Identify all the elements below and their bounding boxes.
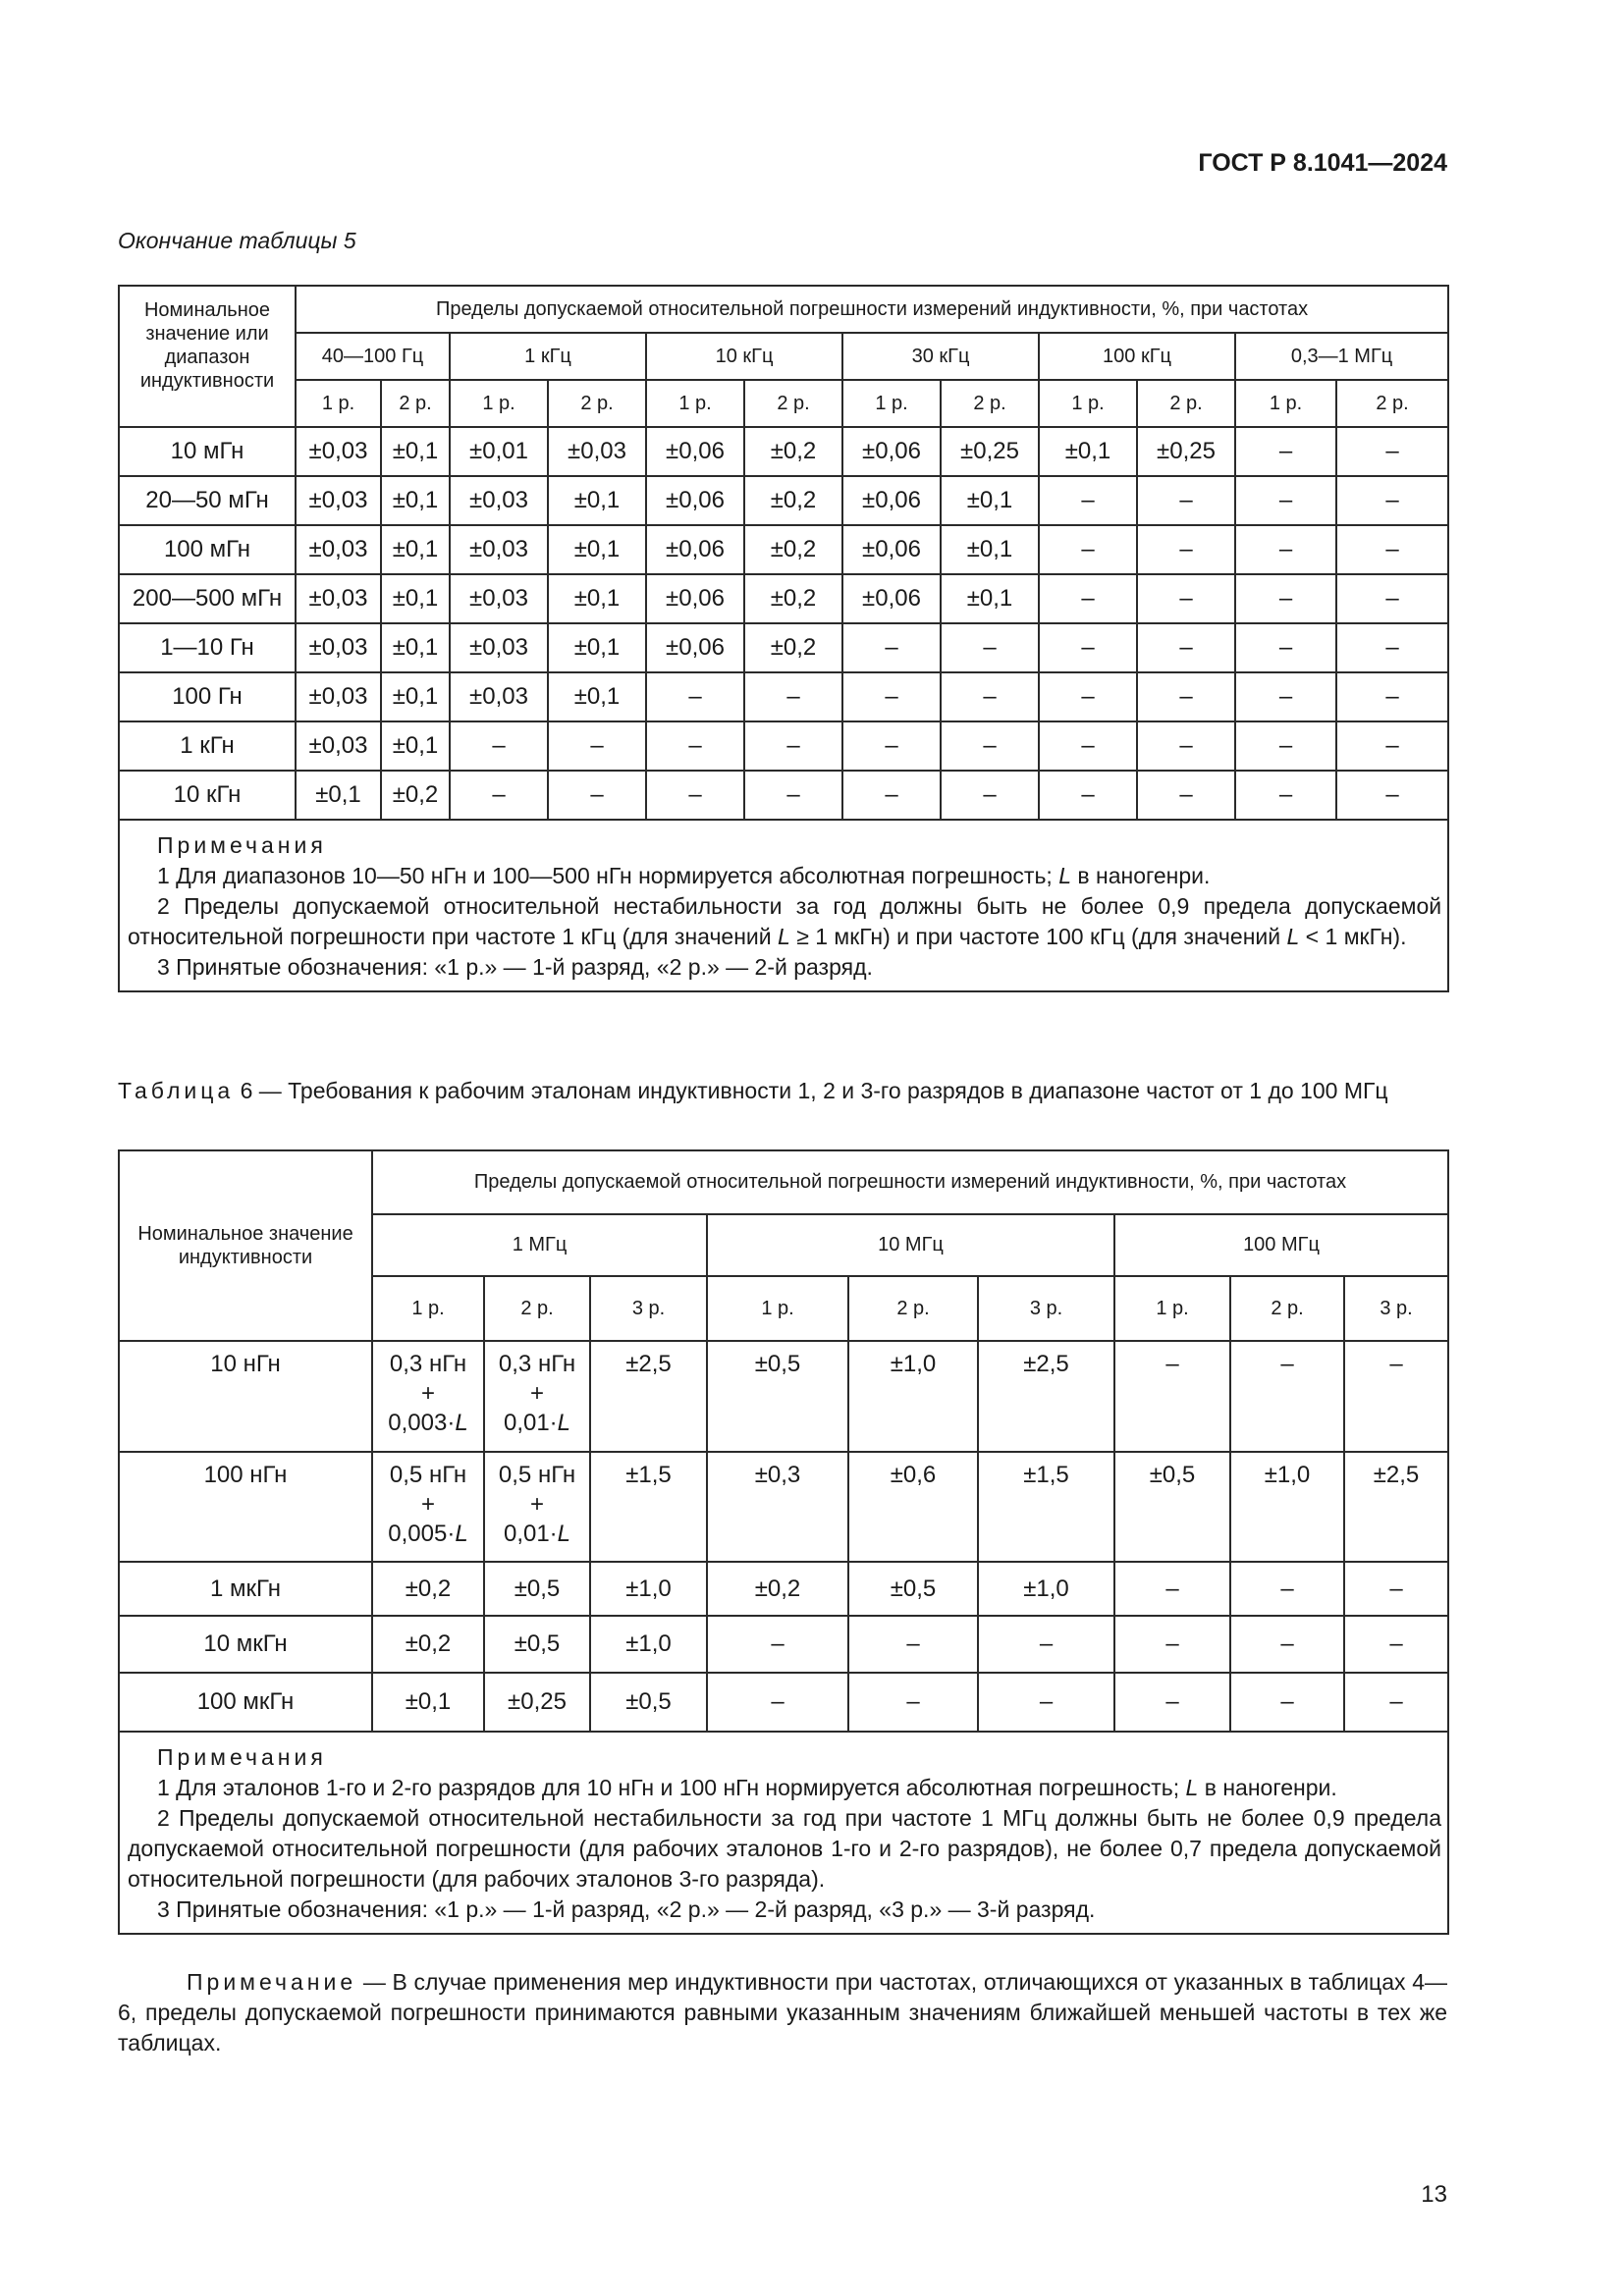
row-label: 100 нГн — [119, 1452, 372, 1562]
table-cell: – — [1230, 1562, 1344, 1616]
table-cell: ±0,1 — [381, 623, 450, 672]
table-cell: ±0,1 — [548, 623, 646, 672]
table-cell: – — [978, 1616, 1114, 1673]
table-cell: – — [1137, 721, 1235, 771]
table-cell: ±0,1 — [548, 525, 646, 574]
table6-sub: 2 р. — [1230, 1276, 1344, 1341]
table-cell: ±0,1 — [941, 574, 1039, 623]
table-cell: ±0,1 — [296, 771, 381, 820]
table-cell: – — [646, 771, 744, 820]
table-cell: 0,3 нГн + 0,01·L — [484, 1341, 590, 1452]
table-cell: ±2,5 — [590, 1341, 707, 1452]
table-cell: – — [1235, 771, 1336, 820]
table-cell: – — [1137, 574, 1235, 623]
table-cell: ±0,06 — [646, 525, 744, 574]
table-cell: ±0,03 — [296, 476, 381, 525]
table5-sub: 2 р. — [548, 380, 646, 427]
table-cell: ±1,0 — [590, 1616, 707, 1673]
table6-caption: Таблица 6 — Требования к рабочим эталонам индуктивности 1, 2 и 3-го разрядов в диапазоне частот от 1 до 100 МГц — [118, 1078, 1388, 1103]
table5-continuation-caption: Окончание таблицы 5 — [118, 228, 356, 253]
table6-col-header: Номинальное значение индуктивности — [119, 1150, 372, 1341]
table-cell: – — [1114, 1562, 1230, 1616]
row-label: 10 мГн — [119, 427, 296, 476]
table-cell: ±0,2 — [372, 1616, 484, 1673]
table-cell: ±0,2 — [744, 525, 842, 574]
table5-note-1: 1 Для диапазонов 10—50 нГн и 100—500 нГн нормируется абсолютная погрешность; L в наногенри. — [157, 863, 1211, 888]
table-cell: – — [1336, 721, 1448, 771]
table-cell: 0,3 нГн + 0,003·L — [372, 1341, 484, 1452]
table-cell: – — [744, 721, 842, 771]
table-cell: – — [1336, 476, 1448, 525]
table6-span-header: Пределы допускаемой относительной погрешности измерений индуктивности, %, при частотах — [372, 1150, 1448, 1214]
row-label: 100 мГн — [119, 525, 296, 574]
standard-designation: ГОСТ Р 8.1041—2024 — [1198, 149, 1447, 177]
table-cell: ±0,1 — [381, 476, 450, 525]
table-row — [119, 1616, 1448, 1673]
table-row — [119, 427, 1448, 476]
table-cell: – — [848, 1673, 978, 1732]
table5-sub: 1 р. — [842, 380, 941, 427]
table6 — [118, 1149, 1449, 1935]
table-cell: – — [450, 771, 548, 820]
table-cell: – — [744, 672, 842, 721]
table-cell: ±0,06 — [646, 427, 744, 476]
table-cell: – — [842, 672, 941, 721]
table6-notes — [119, 1732, 1448, 1934]
table-cell: ±0,03 — [296, 525, 381, 574]
table-cell: ±0,2 — [381, 771, 450, 820]
table5-col-header: Номинальное значение или диапазон индуктивности — [119, 286, 296, 427]
table-cell: – — [744, 771, 842, 820]
row-label: 100 Гн — [119, 672, 296, 721]
table-cell: – — [707, 1616, 848, 1673]
table-cell: – — [1336, 427, 1448, 476]
table-cell: ±0,2 — [744, 427, 842, 476]
table-cell: – — [1230, 1616, 1344, 1673]
table-cell: ±0,2 — [372, 1562, 484, 1616]
table-cell: – — [1235, 623, 1336, 672]
table5-sub: 1 р. — [646, 380, 744, 427]
table-cell: ±0,03 — [296, 672, 381, 721]
table-cell: ±1,0 — [848, 1341, 978, 1452]
table-cell: – — [941, 672, 1039, 721]
table6-note-3: 3 Принятые обозначения: «1 р.» — 1-й разряд, «2 р.» — 2-й разряд, «3 р.» — 3-й разряд. — [157, 1896, 1096, 1922]
table6-notes-title: Примечания — [157, 1744, 327, 1770]
table-cell: ±0,06 — [842, 574, 941, 623]
table-cell: ±0,1 — [381, 721, 450, 771]
table5-span-header: Пределы допускаемой относительной погрешности измерений индуктивности, %, при частотах — [296, 286, 1448, 333]
table-row — [119, 1341, 1448, 1452]
table-cell: ±0,25 — [484, 1673, 590, 1732]
row-label: 200—500 мГн — [119, 574, 296, 623]
table-cell: ±0,06 — [646, 476, 744, 525]
table-cell: ±0,03 — [450, 672, 548, 721]
table5-freq: 30 кГц — [842, 333, 1039, 380]
table-cell: – — [1039, 525, 1137, 574]
table-cell: – — [1114, 1673, 1230, 1732]
table-cell: – — [842, 623, 941, 672]
table-cell: ±0,1 — [1039, 427, 1137, 476]
table5-sub: 2 р. — [744, 380, 842, 427]
table-cell: ±0,25 — [1137, 427, 1235, 476]
table-cell: – — [1039, 623, 1137, 672]
table6-freq: 1 МГц — [372, 1214, 707, 1276]
table-cell: ±0,03 — [296, 721, 381, 771]
table-row — [119, 525, 1448, 574]
table-row — [119, 721, 1448, 771]
table5-note-3: 3 Принятые обозначения: «1 р.» — 1-й разряд, «2 р.» — 2-й разряд. — [157, 954, 873, 980]
row-label: 100 мкГн — [119, 1673, 372, 1732]
table6-note-1: 1 Для эталонов 1-го и 2-го разрядов для 10 нГн и 100 нГн нормируется абсолютная погрешность; L в наногенри. — [157, 1775, 1337, 1800]
table-cell: ±0,06 — [842, 476, 941, 525]
table-cell: ±0,1 — [548, 672, 646, 721]
table-cell: – — [1039, 721, 1137, 771]
table6-freq: 100 МГц — [1114, 1214, 1448, 1276]
table-cell: ±0,5 — [590, 1673, 707, 1732]
table-cell: ±0,1 — [381, 525, 450, 574]
table-cell: ±0,5 — [707, 1341, 848, 1452]
table-cell: 0,5 нГн + 0,01·L — [484, 1452, 590, 1562]
table6-freq: 10 МГц — [707, 1214, 1114, 1276]
table-cell: ±1,0 — [1230, 1452, 1344, 1562]
table-cell: ±0,5 — [484, 1616, 590, 1673]
table-cell: – — [1235, 427, 1336, 476]
table-cell: – — [707, 1673, 848, 1732]
table5-sub: 1 р. — [450, 380, 548, 427]
table5-freq: 1 кГц — [450, 333, 646, 380]
row-label: 20—50 мГн — [119, 476, 296, 525]
table-cell: – — [1039, 771, 1137, 820]
table6-note-2: 2 Пределы допускаемой относительной нестабильности за год при частоте 1 МГц должны быть не более 0,9 предела допускаемой относительной погрешности (для рабочих эталонов 1-го и 2-го разрядов), не более 0,7 предела допускаемой относительной погрешности (для рабочих эталонов 3-го разряда). — [128, 1805, 1441, 1892]
table-cell: – — [450, 721, 548, 771]
row-label: 1—10 Гн — [119, 623, 296, 672]
table-cell: ±0,03 — [548, 427, 646, 476]
table6-sub: 1 р. — [707, 1276, 848, 1341]
table-cell: ±1,0 — [590, 1562, 707, 1616]
table6-sub: 1 р. — [1114, 1276, 1230, 1341]
table-cell: ±0,03 — [296, 623, 381, 672]
table-cell: – — [1235, 721, 1336, 771]
table-cell: – — [1336, 623, 1448, 672]
table-cell: ±0,03 — [296, 427, 381, 476]
table-cell: ±0,3 — [707, 1452, 848, 1562]
table-cell: – — [1039, 476, 1137, 525]
table-cell: ±0,5 — [848, 1562, 978, 1616]
table-cell: ±0,1 — [548, 476, 646, 525]
table5-freq: 10 кГц — [646, 333, 842, 380]
table6-sub: 2 р. — [848, 1276, 978, 1341]
table-cell: 0,5 нГн + 0,005·L — [372, 1452, 484, 1562]
table5-body — [119, 427, 1448, 820]
table-cell: – — [1336, 771, 1448, 820]
table5-sub: 2 р. — [1336, 380, 1448, 427]
table6-sub: 3 р. — [1344, 1276, 1448, 1341]
table-cell: ±2,5 — [1344, 1452, 1448, 1562]
table-cell: ±0,06 — [842, 427, 941, 476]
table-cell: ±0,2 — [707, 1562, 848, 1616]
table-cell: – — [1114, 1616, 1230, 1673]
table-cell: – — [842, 771, 941, 820]
row-label: 10 нГн — [119, 1341, 372, 1452]
table-cell: – — [646, 721, 744, 771]
row-label: 10 мкГн — [119, 1616, 372, 1673]
table-cell: ±2,5 — [978, 1341, 1114, 1452]
row-label: 1 мкГн — [119, 1562, 372, 1616]
table-cell: ±0,2 — [744, 623, 842, 672]
table5-sub: 2 р. — [941, 380, 1039, 427]
table-cell: – — [978, 1673, 1114, 1732]
table-cell: ±0,03 — [450, 623, 548, 672]
table-cell: ±1,5 — [978, 1452, 1114, 1562]
table-cell: – — [848, 1616, 978, 1673]
table-cell: – — [842, 721, 941, 771]
table-row — [119, 574, 1448, 623]
table-cell: – — [1039, 574, 1137, 623]
table-row — [119, 476, 1448, 525]
table5-sub: 1 р. — [296, 380, 381, 427]
table-cell: ±0,06 — [646, 574, 744, 623]
table5-notes — [119, 820, 1448, 991]
table-cell: – — [941, 623, 1039, 672]
table-cell: – — [1344, 1562, 1448, 1616]
general-note: Примечание — В случае применения мер индуктивности при частотах, отличающихся от указанных в таблицах 4—6, пределы допускаемой погрешности принимаются равными указанным значениям ближайшей меньшей частоты в тех же таблицах. — [118, 1969, 1447, 2056]
table-cell: – — [1336, 672, 1448, 721]
table6-sub: 2 р. — [484, 1276, 590, 1341]
table-cell: ±0,5 — [484, 1562, 590, 1616]
table5-freq: 0,3—1 МГц — [1235, 333, 1448, 380]
table-cell: – — [1235, 574, 1336, 623]
table-row — [119, 1673, 1448, 1732]
table-cell: ±0,1 — [372, 1673, 484, 1732]
table-cell: – — [548, 721, 646, 771]
table-cell: – — [1230, 1341, 1344, 1452]
table5-note-2: 2 Пределы допускаемой относительной нестабильности за год должны быть не более 0,9 предела допускаемой относительной погрешности при частоте 1 кГц (для значений L ≥ 1 мкГн) и при частоте 100 кГц (для значений L < 1 мкГн). — [128, 893, 1442, 949]
table-cell: ±0,2 — [744, 476, 842, 525]
table-row — [119, 672, 1448, 721]
table-cell: ±0,1 — [381, 574, 450, 623]
table-cell: ±0,03 — [450, 574, 548, 623]
table-cell: – — [1344, 1341, 1448, 1452]
table-row — [119, 1452, 1448, 1562]
table5-freq: 40—100 Гц — [296, 333, 450, 380]
table-row — [119, 623, 1448, 672]
table-cell: ±0,1 — [381, 427, 450, 476]
table-cell: – — [1235, 672, 1336, 721]
table-cell: ±1,0 — [978, 1562, 1114, 1616]
table-row — [119, 771, 1448, 820]
table-cell: – — [1336, 574, 1448, 623]
table5-sub: 2 р. — [381, 380, 450, 427]
table-cell: ±0,03 — [296, 574, 381, 623]
table-cell: – — [1114, 1341, 1230, 1452]
table5 — [118, 285, 1449, 992]
table-cell: – — [1230, 1673, 1344, 1732]
page-number: 13 — [1421, 2181, 1447, 2208]
table6-sub: 1 р. — [372, 1276, 484, 1341]
table5-sub: 1 р. — [1039, 380, 1137, 427]
table-cell: ±0,03 — [450, 476, 548, 525]
table5-notes-title: Примечания — [157, 832, 327, 858]
row-label: 10 кГн — [119, 771, 296, 820]
table-cell: ±0,1 — [381, 672, 450, 721]
table-cell: ±0,25 — [941, 427, 1039, 476]
row-label: 1 кГн — [119, 721, 296, 771]
table-cell: ±1,5 — [590, 1452, 707, 1562]
table-cell: – — [1137, 476, 1235, 525]
table-cell: – — [1344, 1616, 1448, 1673]
table-cell: – — [548, 771, 646, 820]
table-cell: – — [1137, 525, 1235, 574]
table-cell: ±0,06 — [646, 623, 744, 672]
table-cell: – — [941, 771, 1039, 820]
table6-sub: 3 р. — [978, 1276, 1114, 1341]
table-cell: ±0,5 — [1114, 1452, 1230, 1562]
table-row — [119, 1562, 1448, 1616]
table-cell: ±0,1 — [548, 574, 646, 623]
table-cell: – — [1137, 672, 1235, 721]
table6-body — [119, 1562, 1448, 1732]
table-cell: – — [1137, 771, 1235, 820]
table-cell: – — [1344, 1673, 1448, 1732]
table-cell: ±0,01 — [450, 427, 548, 476]
table-cell: – — [1039, 672, 1137, 721]
table5-freq: 100 кГц — [1039, 333, 1235, 380]
table5-sub: 2 р. — [1137, 380, 1235, 427]
table5-sub: 1 р. — [1235, 380, 1336, 427]
table-cell: – — [1336, 525, 1448, 574]
table-cell: ±0,03 — [450, 525, 548, 574]
table-cell: ±0,1 — [941, 525, 1039, 574]
table-cell: – — [646, 672, 744, 721]
table-cell: – — [1137, 623, 1235, 672]
table-cell: ±0,06 — [842, 525, 941, 574]
table-cell: ±0,1 — [941, 476, 1039, 525]
table-cell: ±0,6 — [848, 1452, 978, 1562]
table6-sub: 3 р. — [590, 1276, 707, 1341]
table-cell: – — [1235, 525, 1336, 574]
table-cell: – — [941, 721, 1039, 771]
table-cell: – — [1235, 476, 1336, 525]
table-cell: ±0,2 — [744, 574, 842, 623]
